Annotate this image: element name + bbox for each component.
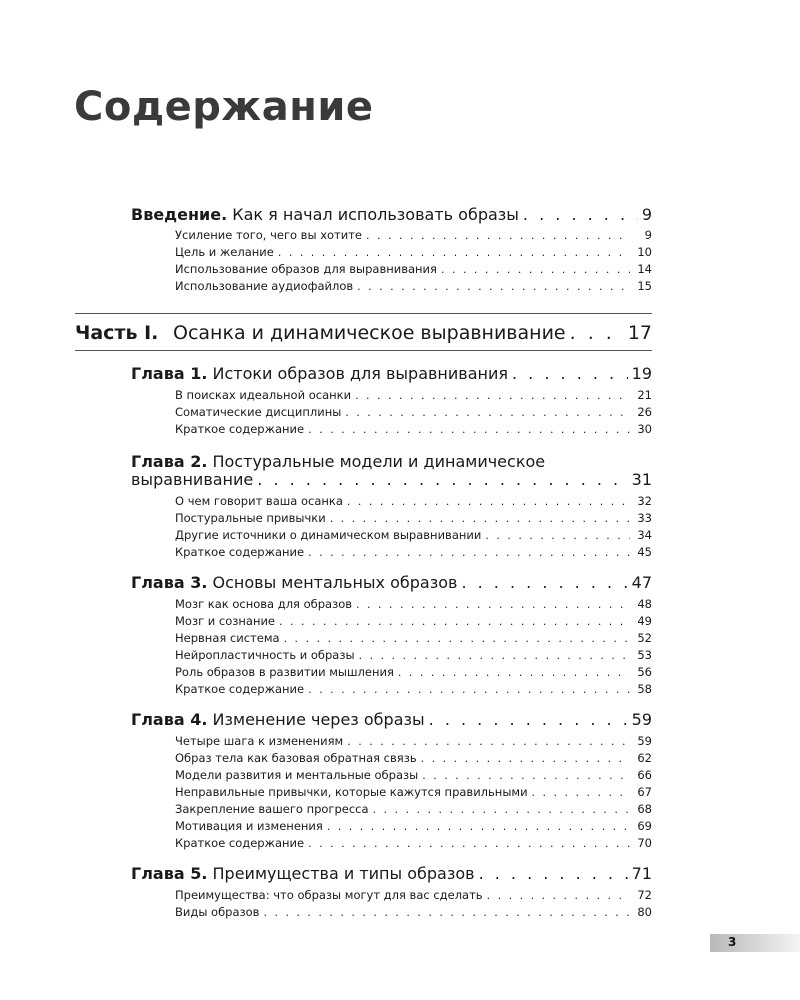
leader-dots — [523, 205, 638, 224]
toc-item[interactable] — [175, 545, 652, 559]
toc-label: Глава 1. — [131, 364, 208, 383]
toc-item-page: 59 — [637, 734, 652, 748]
toc-item-text: Модели развития и ментальные образы — [175, 768, 419, 782]
page-number: 3 — [728, 935, 737, 949]
toc-label: Глава 4. — [131, 710, 208, 729]
toc-label: Введение. — [131, 205, 228, 224]
toc-item-page: 66 — [637, 768, 652, 782]
toc-item-page: 56 — [637, 665, 652, 679]
toc-item-page: 69 — [637, 819, 652, 833]
toc-item[interactable] — [175, 836, 652, 850]
toc-item-text: Нейропластичность и образы — [175, 648, 355, 662]
toc-item[interactable] — [175, 631, 652, 645]
toc-item[interactable] — [175, 262, 652, 276]
toc-item[interactable] — [175, 819, 652, 833]
toc-item-text: Четыре шага к изменениям — [175, 734, 344, 748]
toc-chapter-1[interactable] — [131, 364, 652, 383]
toc-item-page: 58 — [637, 682, 652, 696]
toc-chapter-3[interactable] — [131, 573, 652, 592]
toc-item-page: 33 — [637, 511, 652, 525]
toc-item-text: Мозг и сознание — [175, 614, 276, 628]
toc-item-page: 48 — [637, 597, 652, 611]
toc-item-page: 26 — [637, 405, 652, 419]
toc-label: Глава 3. — [131, 573, 208, 592]
leader-dots — [479, 864, 628, 883]
page-title: Содержание — [74, 84, 374, 130]
leader-dots — [327, 820, 630, 833]
toc-item-page: 21 — [637, 388, 652, 402]
leader-dots — [308, 683, 630, 696]
toc-item-page: 49 — [637, 614, 652, 628]
leader-dots — [278, 246, 630, 259]
toc-title: Преимущества и типы образов — [212, 864, 475, 883]
toc-item[interactable] — [175, 528, 652, 542]
toc-chapter-2[interactable] — [131, 470, 652, 489]
toc-item-page: 52 — [637, 631, 652, 645]
leader-dots — [330, 512, 630, 525]
toc-page: 31 — [631, 470, 652, 489]
toc-item[interactable] — [175, 785, 652, 799]
toc-item-text: Другие источники о динамическом выравнивании — [175, 528, 482, 542]
toc-label: Глава 2. — [131, 452, 208, 471]
toc-item[interactable] — [175, 751, 652, 765]
toc-item[interactable] — [175, 422, 652, 436]
toc-intro[interactable] — [131, 205, 652, 224]
toc-title-cont: выравнивание — [131, 470, 254, 489]
toc-title: Как я начал использовать образы — [232, 205, 519, 224]
toc-item-text: Цель и желание — [175, 245, 274, 259]
leader-dots — [355, 389, 630, 402]
toc-item-text: Краткое содержание — [175, 682, 305, 696]
leader-dots — [345, 406, 630, 419]
toc-item-page: 62 — [637, 751, 652, 765]
toc-item[interactable] — [175, 682, 652, 696]
toc-item-page: 9 — [644, 228, 652, 242]
toc-title: Истоки образов для выравнивания — [212, 364, 508, 383]
toc-item-text: Краткое содержание — [175, 836, 305, 850]
divider — [75, 313, 652, 314]
leader-dots — [398, 666, 630, 679]
toc-item-text: Образ тела как базовая обратная связь — [175, 751, 417, 765]
toc-page: 9 — [641, 205, 652, 224]
leader-dots — [308, 837, 630, 850]
toc-item[interactable] — [175, 405, 652, 419]
toc-page: 17 — [627, 322, 652, 344]
toc-item[interactable] — [175, 494, 652, 508]
leader-dots — [429, 710, 628, 729]
toc-item[interactable] — [175, 388, 652, 402]
toc-page: 71 — [631, 864, 652, 883]
toc-item-text: О чем говорит ваша осанка — [175, 494, 343, 508]
leader-dots — [441, 263, 630, 276]
toc-item[interactable] — [175, 279, 652, 293]
leader-dots — [357, 280, 630, 293]
toc-label: Глава 5. — [131, 864, 208, 883]
toc-item[interactable] — [175, 511, 652, 525]
toc-page: 59 — [631, 710, 652, 729]
leader-dots — [487, 889, 630, 902]
toc-label: Часть I. — [75, 322, 159, 344]
toc-item[interactable] — [175, 734, 652, 748]
leader-dots — [532, 786, 630, 799]
toc-item[interactable] — [175, 597, 652, 611]
divider — [75, 350, 652, 351]
toc-item-page: 34 — [637, 528, 652, 542]
leader-dots — [570, 322, 624, 344]
toc-item[interactable] — [175, 245, 652, 259]
toc-page: 47 — [631, 573, 652, 592]
leader-dots — [373, 803, 630, 816]
toc-item-page: 10 — [637, 245, 652, 259]
leader-dots — [308, 546, 630, 559]
page-number-tab — [710, 934, 800, 952]
toc-item[interactable] — [175, 802, 652, 816]
leader-dots — [485, 529, 630, 542]
leader-dots — [347, 735, 630, 748]
toc-part-1[interactable] — [75, 322, 652, 344]
toc-item-page: 70 — [637, 836, 652, 850]
toc-chapter-2-heading[interactable] — [131, 452, 545, 471]
toc-item-page: 72 — [637, 888, 652, 902]
toc-item-text: Роль образов в развитии мышления — [175, 665, 394, 679]
toc-item-text: Постуральные привычки — [175, 511, 326, 525]
leader-dots — [308, 423, 630, 436]
toc-item-page: 80 — [637, 905, 652, 919]
toc-title: Постуральные модели и динамическое — [212, 452, 546, 471]
toc-item-page: 68 — [637, 802, 652, 816]
toc-item-text: Использование аудиофайлов — [175, 279, 354, 293]
toc-item-page: 45 — [637, 545, 652, 559]
toc-title: Основы ментальных образов — [212, 573, 458, 592]
leader-dots — [359, 649, 630, 662]
toc-item-text: В поисках идеальной осанки — [175, 388, 352, 402]
leader-dots — [422, 769, 630, 782]
toc-item-page: 53 — [637, 648, 652, 662]
leader-dots — [279, 615, 630, 628]
leader-dots — [512, 364, 628, 383]
leader-dots — [284, 632, 630, 645]
toc-title: Изменение через образы — [212, 710, 425, 729]
toc-item-page: 15 — [637, 279, 652, 293]
toc-item-text: Краткое содержание — [175, 545, 305, 559]
toc-item-text: Усиление того, чего вы хотите — [175, 228, 362, 242]
leader-dots — [356, 598, 630, 611]
toc-item-text: Закрепление вашего прогресса — [175, 802, 369, 816]
leader-dots — [347, 495, 630, 508]
toc-item-text: Нервная система — [175, 631, 280, 645]
toc-item-page: 67 — [637, 785, 652, 799]
toc-item-text: Мотивация и изменения — [175, 819, 323, 833]
toc-chapter-4[interactable] — [131, 710, 652, 729]
toc-item-text: Краткое содержание — [175, 422, 305, 436]
toc-item-text: Использование образов для выравнивания — [175, 262, 437, 276]
toc-item[interactable] — [175, 665, 652, 679]
toc-item[interactable] — [175, 768, 652, 782]
leader-dots — [263, 906, 630, 919]
toc-page: 19 — [631, 364, 652, 383]
toc-item-page: 32 — [637, 494, 652, 508]
leader-dots — [366, 229, 630, 242]
toc-item[interactable] — [175, 888, 652, 902]
toc-item-page: 30 — [637, 422, 652, 436]
toc-item[interactable] — [175, 905, 652, 919]
leader-dots — [461, 573, 627, 592]
leader-dots — [257, 470, 627, 489]
toc-chapter-5[interactable] — [131, 864, 652, 883]
toc-item-text: Соматические дисциплины — [175, 405, 342, 419]
toc-item[interactable] — [175, 228, 652, 242]
toc-item-text: Преимущества: что образы могут для вас сделать — [175, 888, 483, 902]
toc-item-text: Виды образов — [175, 905, 260, 919]
toc-item[interactable] — [175, 614, 652, 628]
toc-item-text: Мозг как основа для образов — [175, 597, 353, 611]
leader-dots — [421, 752, 630, 765]
toc-title: Осанка и динамическое выравнивание — [173, 322, 566, 344]
toc-item[interactable] — [175, 648, 652, 662]
toc-item-page: 14 — [637, 262, 652, 276]
toc-item-text: Неправильные привычки, которые кажутся правильными — [175, 785, 528, 799]
